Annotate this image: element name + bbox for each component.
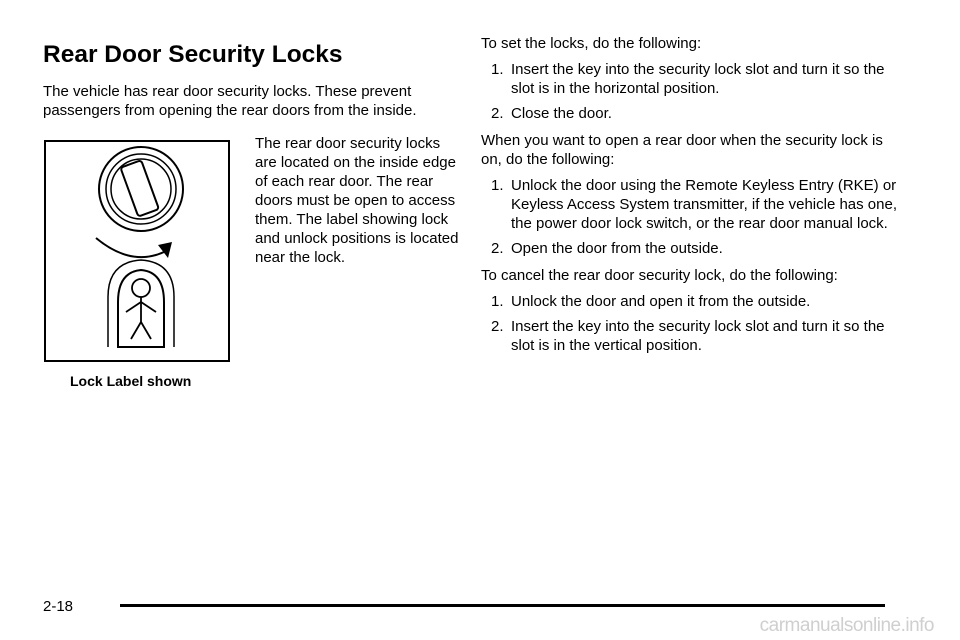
right-column xyxy=(481,34,901,355)
step-number: 2. xyxy=(491,240,504,257)
list-item xyxy=(481,104,901,123)
open-door-steps xyxy=(481,176,901,258)
step-number: 1. xyxy=(491,61,504,78)
step-number: 2. xyxy=(491,318,504,335)
list-item xyxy=(481,292,901,311)
cancel-lock-intro: To cancel the rear door security lock, do the following: xyxy=(481,267,838,284)
list-item xyxy=(481,176,901,233)
step-text: Unlock the door and open it from the outside. xyxy=(511,293,811,310)
step-text: Insert the key into the security lock slot and turn it so the slot is in the vertical position. xyxy=(511,318,885,354)
step-text: Unlock the door using the Remote Keyless Entry (RKE) or Keyless Access System transmitter, if the vehicle has one, the power door lock switch, or the rear door manual lock. xyxy=(511,177,898,232)
footer-divider xyxy=(120,604,885,607)
cancel-lock-steps xyxy=(481,292,901,355)
intro-paragraph: The vehicle has rear door security locks. These prevent passengers from opening the rear doors from the inside. xyxy=(43,83,417,119)
step-number: 1. xyxy=(491,293,504,310)
open-door-intro: When you want to open a rear door when the security lock is on, do the following: xyxy=(481,132,883,168)
child-lock-icon xyxy=(108,260,174,347)
set-locks-steps xyxy=(481,60,901,123)
step-text: Open the door from the outside. xyxy=(511,240,723,257)
side-paragraph: The rear door security locks are located on the inside edge of each rear door. The rear doors must be open to access them. The label showing lock and unlock positions is located near the lock. xyxy=(255,135,459,266)
watermark: carmanualsonline.info xyxy=(759,615,934,636)
figure-caption: Lock Label shown xyxy=(70,373,192,389)
step-text: Close the door. xyxy=(511,105,612,122)
rotation-arrow-icon xyxy=(96,238,172,258)
list-item xyxy=(481,60,901,98)
set-locks-intro: To set the locks, do the following: xyxy=(481,35,702,52)
list-item xyxy=(481,239,901,258)
step-number: 2. xyxy=(491,105,504,122)
lock-slot-icon xyxy=(99,147,183,231)
lock-label-figure xyxy=(44,140,230,362)
page-title: Rear Door Security Locks xyxy=(43,41,343,68)
step-number: 1. xyxy=(491,177,504,194)
step-text: Insert the key into the security lock slot and turn it so the slot is in the horizontal position. xyxy=(511,61,885,97)
page-number: 2-18 xyxy=(43,598,74,615)
list-item xyxy=(481,317,901,355)
